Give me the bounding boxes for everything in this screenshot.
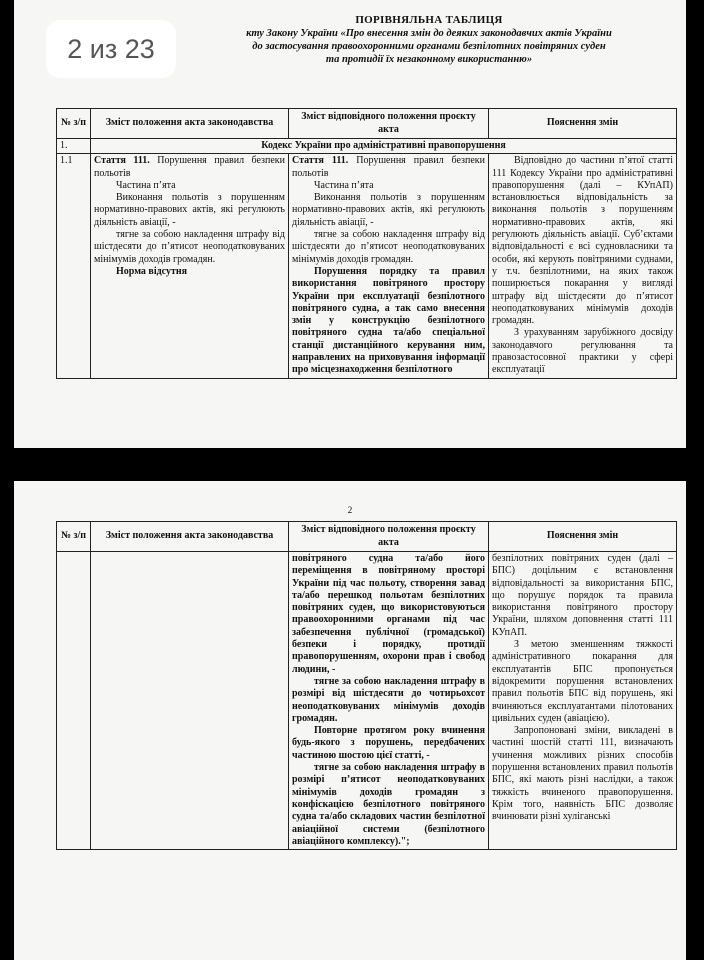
explanation-cell — [489, 552, 677, 850]
draft-article-number: Стаття 111. — [292, 155, 349, 167]
header-current-provision: Зміст положення акта законодавства — [91, 109, 289, 139]
current-article-title: Порушення правил безпеки польотів — [94, 155, 285, 179]
header-explanation: Пояснення змін — [489, 109, 677, 139]
document-heading — [174, 14, 684, 66]
document-subtitle-line-3: та протидії їх незаконному використанню» — [325, 54, 533, 65]
header-number: № з/п — [57, 522, 91, 552]
table-header-row — [57, 109, 677, 139]
current-provision-cell — [91, 154, 289, 378]
header-current-provision: Зміст положення акта законодавства — [91, 522, 289, 552]
current-absent-note: Норма відсутня — [116, 265, 188, 277]
section-title: Кодекс України про адміністративні правопорушення — [91, 139, 677, 154]
draft-article-title: Порушення правил безпеки польотів — [292, 155, 485, 179]
table-row — [57, 154, 677, 378]
comparison-table-page-2 — [56, 521, 677, 850]
header-draft-provision: Зміст відповідного положення проєкту акта — [289, 522, 489, 552]
document-subtitle-line-1: кту Закону України «Про внесення змін до деяких законодавчих актів України — [246, 28, 612, 39]
document-page-2 — [14, 481, 686, 960]
row-number: 1.1 — [57, 154, 91, 378]
header-explanation: Пояснення змін — [489, 522, 677, 552]
section-number: 1. — [57, 139, 91, 154]
draft-continuation-paragraph-3: Повторне протягом року вчинення будь-якого з порушень, передбачених частиною шостою цієї статті, - — [292, 725, 485, 761]
explanation-paragraph-2: З урахуванням зарубіжного досвіду законодавчого регулювання та правозастосовної практики у сфері експлуатації — [492, 327, 673, 376]
header-number: № з/п — [57, 109, 91, 139]
table-row — [57, 552, 677, 850]
section-row — [57, 139, 677, 154]
current-paragraph-2: тягне за собою накладення штрафу від шістдесяти до п’ятисот неоподатковуваних мінімумів доходів громадян. — [94, 229, 285, 265]
draft-part-label: Частина п’ята — [314, 179, 374, 191]
current-part-label: Частина п’ята — [116, 179, 176, 191]
draft-continuation-paragraph-2: тягне за собою накладення штрафу в розмірі від шістдесяти до чотирьохсот неоподатковуваних мінімумів доходів громадян. — [292, 675, 485, 724]
draft-continuation-paragraph-4: тягне за собою накладення штрафу в розмірі п’ятисот неоподатковуваних мінімумів доходів громадян з конфіскацією безпілотного повітряного судна та/або складових частин безпілотної авіаційної системи (безпілотного авіаційного комплексу)."; — [292, 762, 485, 847]
header-draft-provision: Зміст відповідного положення проєкту акта — [289, 109, 489, 139]
explanation-continuation-paragraph-2: З метою зменшенням тяжкості адміністративного покарання для експлуатантів БПС пропонується відокремити порушення встановлених правил польотів БПС від порушень, які вчиняються експлуатантами пілотованих цивільних суден (авіацією). — [492, 639, 673, 724]
document-subtitle-line-2: до застосування правоохоронними органами безпілотних повітряних суден — [252, 41, 606, 52]
current-article-number: Стаття 111. — [94, 155, 150, 167]
draft-continuation-paragraph-1: повітряного судна та/або його переміщення в повітряному просторі України під час польоту, створення завад та/або перешкод польотам безпілотних повітряних суден, що використовуються правоохоронними органами під час забезпечення публічної (громадської) безпеки і порядку, протидії правопорушенням, охорони прав і свобод людини, - — [292, 553, 485, 675]
page-counter-badge: 2 из 23 — [46, 20, 176, 78]
draft-provision-cell — [289, 154, 489, 378]
draft-provision-cell — [289, 552, 489, 850]
draft-paragraph-2: тягне за собою накладення штрафу від шістдесяти до п’ятисот неоподатковуваних мінімумів доходів громадян. — [292, 229, 485, 265]
comparison-table-page-1 — [56, 108, 677, 379]
current-paragraph-1: Виконання польотів з порушенням нормативно-правових актів, які регулюють діяльність авіації, - — [94, 192, 285, 228]
explanation-continuation-paragraph-3: Запропоновані зміни, викладені в частині шостій статті 111, визначають учинення можливих різних способів порушення встановлених правил польотів БПС, які мають різні наслідки, а також тяжкість вчиненого правопорушення. Крім того, наявність БПС дозволяє вчинювати різні хуліганські — [492, 725, 673, 823]
current-provision-cell-empty — [91, 552, 289, 850]
explanation-paragraph-1: Відповідно до частини п’ятої статті 111 Кодексу України про адміністративні правопорушення (далі – КУпАП) встановлюється відповідальність за виконання польотів з порушенням нормативно-правових актів, які регулюють діяльність авіації. Суб’єктами відповідальності є всі судновласники та особи, які керують повітряними суднами, у т.ч. безпілотними, на яких також поширюється покарання у вигляді штрафу від шістдесяти до п’ятисот неоподатковуваних мінімумів доходів громадян. — [492, 155, 673, 327]
page-number: 2 — [347, 505, 353, 515]
draft-paragraph-1: Виконання польотів з порушенням нормативно-правових актів, які регулюють діяльність авіації, - — [292, 192, 485, 228]
document-title: ПОРІВНЯЛЬНА ТАБЛИЦЯ — [355, 14, 503, 26]
draft-new-text: Порушення порядку та правил використання повітряного простору України при експлуатації безпілотного повітряного судна, а так само внесення змін у конструкцію безпілотного повітряного судна та/або спеціальної станції дистанційного керування ним, направлених на приховування інформації про місцезнаходження безпілотного — [292, 265, 485, 376]
explanation-cell — [489, 154, 677, 378]
explanation-continuation-paragraph-1: безпілотних повітряних суден (далі – БПС) доцільним є встановлення відповідальності за використання БПС, що порушує порядок та правила використання повітряного простору України, шляхом доповнення статті 111 КУпАП. — [492, 553, 673, 638]
table-header-row — [57, 522, 677, 552]
row-number-empty — [57, 552, 91, 850]
